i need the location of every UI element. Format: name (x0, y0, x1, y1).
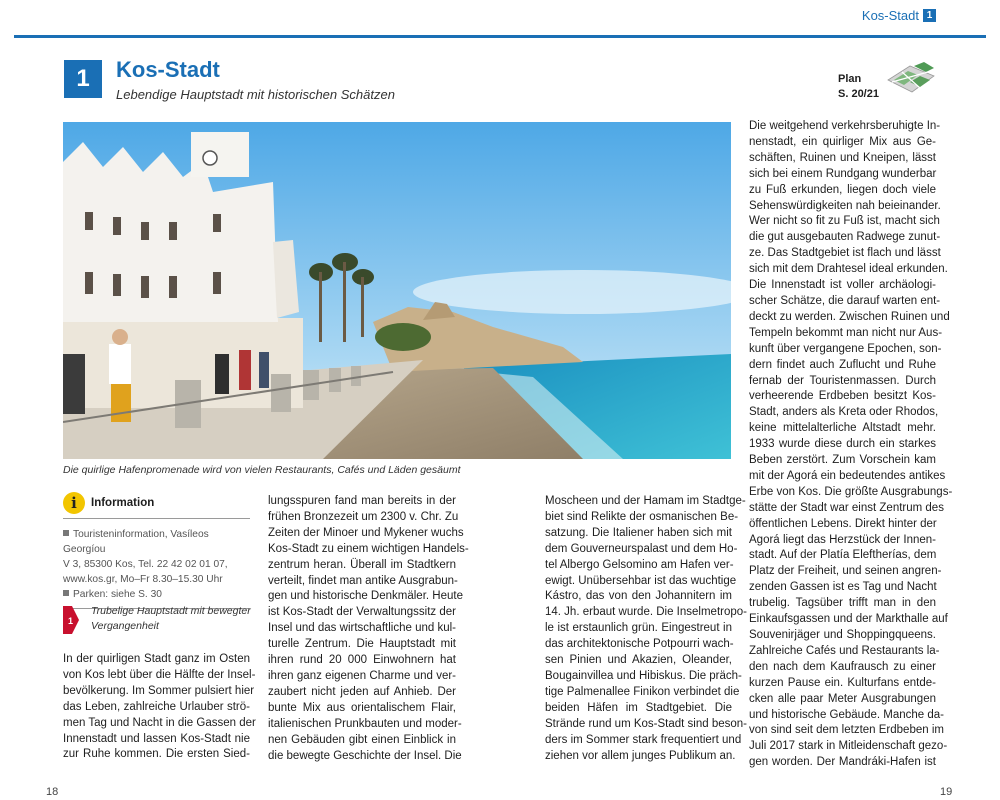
text-line: kurzen Pause ein. Kulturfans entde- (749, 676, 936, 689)
text-line: italienischen Prunkbauten und moder- (268, 717, 462, 730)
text-line: In der quirligen Stadt ganz im Osten (63, 653, 250, 665)
text-line: öffentlichen Lebens. Direkt hinter der (749, 517, 937, 530)
text-line: keine mittelalterliche Altstadt mehr. (749, 422, 936, 435)
text-line: Moscheen und der Hamam im Stadtge- (545, 495, 746, 507)
text-line: deckt zu werden. Zwischen Ruinen und (749, 310, 950, 323)
text-line: ders im Sommer stark frequentiert und (545, 733, 742, 746)
text-column-2 (268, 494, 469, 764)
text-line: gen worden. Der Mandráki-Hafen ist (749, 756, 936, 769)
text-line: stätte der Stadt war einst Zentrum des (749, 501, 944, 514)
page-number-left: 18 (46, 786, 59, 798)
text-line: trubelig. Tagsüber trifft man in den (749, 597, 936, 610)
information-lines (63, 527, 250, 602)
text-line: bevölkerung. Im Sommer pulsiert hier (63, 684, 255, 697)
text-column-3 (545, 494, 748, 764)
text-line: stadt. Auf der Platía Eleftherías, dem (749, 549, 937, 562)
text-line: Souvenirjäger und Shoppingqueens. (749, 629, 936, 641)
text-line: nenstadt, ein quirliger Mix aus Ge- (749, 135, 936, 148)
text-line: Strände rund um Kos-Stadt sind beson- (545, 717, 748, 730)
text-line: turelle Zentrum. Die Hauptstadt mit (268, 638, 456, 651)
text-line: Sehenswürdigkeiten nah beieinander. (749, 199, 941, 212)
text-line: lungsspuren fand man bereits in der (268, 495, 456, 507)
red-marker-icon (63, 606, 79, 634)
info-line: Touristeninformation, Vasíleos Georgíou (63, 529, 209, 555)
text-line: Bougainvillea und Hibiskus. Die präch- (545, 669, 742, 682)
text-line: sen Pinien und Akazien, Oleander, (545, 654, 732, 667)
text-line: Erbe von Kos. Die größte Ausgrabungs- (749, 485, 953, 498)
running-head-number: 1 (923, 9, 936, 22)
plan-reference (838, 72, 879, 102)
text-line: Agorá liegt das Herzstück der Innen- (749, 533, 936, 546)
text-line: sich mit dem Drahtesel ideal erkunden. (749, 263, 948, 276)
bullet-icon (63, 590, 69, 596)
text-line: fernab der Touristenmassen. Durch (749, 374, 936, 387)
top-rule (14, 35, 986, 38)
text-line: ist Kos-Stadt der Verwaltungssitz der (268, 606, 456, 619)
text-line: beiden Häfen im Stadtgebiet. Die (545, 701, 732, 714)
text-line: und historische Gebäude. Manche da- (749, 708, 944, 721)
text-line: Zahlreiche Cafés und Restaurants la- (749, 644, 940, 657)
text-line: verteilt, findet man antike Ausgrabun- (268, 574, 458, 587)
text-line: Stadt, anders als Kreta oder Rhodos, (749, 406, 939, 419)
text-line: Platz der Freiheit, und seinen angren- (749, 565, 942, 578)
text-line: 1933 wurde diese durch ein starkes (749, 438, 936, 451)
information-title: Information (91, 497, 155, 509)
text-line: Die weitgehend verkehrsberuhigte In- (749, 120, 941, 132)
plan-pages: S. 20/21 (838, 88, 879, 100)
information-header (63, 492, 250, 519)
text-column-1 (63, 652, 256, 763)
info-icon: i (63, 492, 85, 514)
text-line: den nach dem Kaufrausch zu einer (749, 660, 936, 673)
text-line: tige Palmenallee Finikon verbindet die (545, 685, 740, 698)
text-line: gen und historische Denkmäler. Heute (268, 590, 463, 603)
text-line: verheerende Erdbeben besitzt Kos- (749, 390, 936, 403)
highlight-reference-text: Trubelige Hauptstadt mit bewegter Vergangenheit (91, 605, 251, 632)
text-line: von sind seit dem letzten Erdbeben im (749, 724, 944, 737)
info-line: www.kos.gr, Mo–Fr 8.30–15.30 Uhr (63, 574, 223, 585)
text-line: ewigt. Unübersehbar ist das wuchtige (545, 574, 737, 587)
text-line: Einkaufsgassen und der Markthalle auf (749, 613, 948, 626)
text-line: Innenstadt und lassen Kos-Stadt nie (63, 732, 250, 745)
text-line: zur Ruhe kommen. Die ersten Sied- (63, 748, 250, 761)
text-line: satzung. Die Italiener haben sich mit (545, 526, 732, 539)
text-line: Tempeln bekommt man nicht nur Aus- (749, 326, 943, 339)
text-line: zu Fuß erkunden, liegen doch viele (749, 183, 936, 196)
svg-text:1: 1 (68, 616, 74, 626)
text-line: dem Gouverneurspalast und dem Ho- (545, 542, 738, 555)
text-line: bunte Mix aus orientalischem Flair, (268, 701, 456, 714)
text-line: ziehen vor allem junges Publikum an. (545, 749, 736, 762)
text-line: von Kos lebt über die Hälfte der Insel- (63, 668, 256, 681)
info-line: V 3, 85300 Kos, Tel. 22 42 02 01 07, (63, 559, 228, 570)
text-line: ihren ganz eigenen Charme und ver- (268, 669, 456, 682)
text-line: le ist erstaunlich grün. Eingestreut in (545, 622, 732, 635)
text-line: Insel und das wirtschaftliche und kul- (268, 622, 456, 635)
text-line: 14. Jh. erbaut wurde. Die Inselmetropo- (545, 606, 747, 619)
info-line: Parken: siehe S. 30 (63, 587, 250, 602)
chapter-subtitle: Lebendige Hauptstadt mit historischen Schätzen (116, 87, 395, 102)
text-line: ze. Das Stadtgebiet ist flach und lässt (749, 247, 941, 260)
page-number-right: 19 (940, 786, 953, 798)
plan-label: Plan (838, 73, 862, 85)
photo-caption: Die quirlige Hafenpromenade wird von vielen Restaurants, Cafés und Läden gesäumt (63, 464, 461, 476)
text-line: Zeiten der Minoer und Mykener wuchs (268, 526, 464, 539)
text-line: ihren rund 20 000 Einwohnern hat (268, 654, 456, 667)
text-line: tel Albergo Gelsomino am Hafen ver- (545, 558, 734, 571)
text-line: die bewegte Geschichte der Insel. Die (268, 749, 462, 762)
highlight-reference (63, 604, 253, 634)
running-head (862, 8, 936, 23)
text-line: mit der Agorá ein bedeutendes antikes (749, 469, 946, 482)
text-line: dern findet auch Zuflucht und Ruhe (749, 358, 936, 371)
text-line: Kástro, das von den Johannitern im (545, 590, 732, 603)
text-line: Wer nicht so fit zu Fuß ist, macht sich (749, 215, 940, 228)
text-line: schäften, Ruinen und Kneipen, lässt (749, 151, 936, 164)
text-line: men Tag und Nacht in die Gassen der (63, 716, 256, 729)
text-line: nen Gebäuden gibt einen Einblick in (268, 733, 456, 746)
text-line: Juli 2017 stark in Mitleidenschaft gezo- (749, 740, 948, 753)
running-head-title: Kos-Stadt (861, 8, 919, 23)
text-line: kunft über vergangene Epochen, son- (749, 342, 942, 355)
information-box (63, 492, 250, 609)
chapter-number-badge: 1 (64, 60, 102, 98)
text-line: cken alle paar Meter Ausgrabungen (749, 692, 936, 705)
text-line: die gut ausgebauten Radwege zunut- (749, 231, 941, 244)
text-line: das Leben, zahlreiche Urlauber strö- (63, 700, 250, 713)
text-line: das architektonische Potpourri wach- (545, 638, 734, 651)
text-line: frühen Bronzezeit um 2300 v. Chr. Zu (268, 510, 459, 523)
text-line: zaubert nicht jeden auf Anhieb. Der (268, 685, 456, 698)
text-line: Die Innenstadt ist voller archäologi- (749, 279, 936, 292)
bullet-icon (63, 530, 69, 536)
text-line: biet sind Relikte der osmanischen Be- (545, 510, 739, 523)
text-line: zenden Gassen ist es Tag und Nacht (749, 581, 937, 594)
text-column-4 (749, 119, 953, 771)
text-line: Beben zerstört. Zum Vorschein kam (749, 454, 936, 467)
text-line: scher Schätze, die darauf warten ent- (749, 294, 941, 307)
text-line: Kos-Stadt zu einem wichtigen Handels- (268, 542, 469, 555)
harbour-promenade-photo (63, 122, 731, 459)
text-line: sich bei einem Rundgang wunderbar (749, 167, 937, 180)
map-icon (884, 58, 938, 98)
chapter-title: Kos-Stadt (116, 57, 220, 82)
text-line: zentrum heran. Überall im Stadtkern (268, 558, 456, 571)
